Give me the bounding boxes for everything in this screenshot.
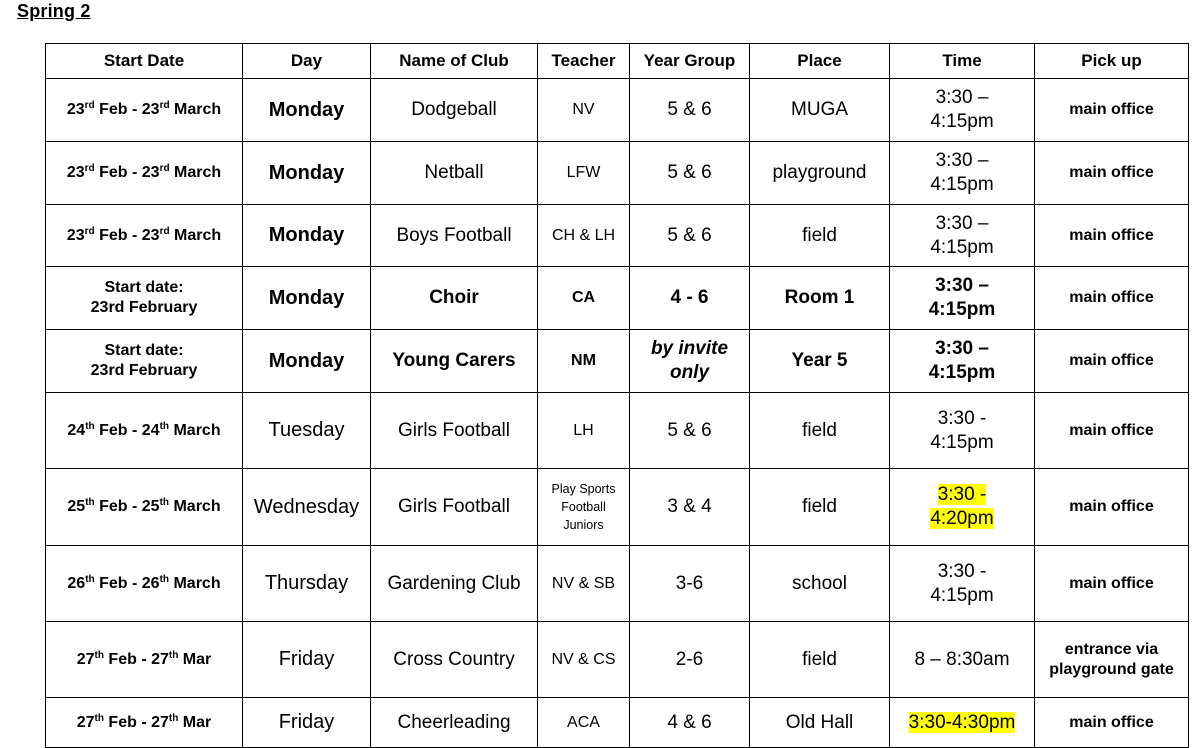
day-cell: Friday (243, 622, 371, 698)
teacher-cell: CH & LH (538, 205, 630, 267)
pickup-cell: main office (1035, 469, 1189, 546)
start-date-cell: Start date: 23rd February (46, 267, 243, 330)
pickup-cell: entrance via playground gate (1035, 622, 1189, 698)
pickup-cell: main office (1035, 698, 1189, 748)
place-cell: field (750, 205, 890, 267)
teacher-cell: NV & CS (538, 622, 630, 698)
time-highlight: 3:30 - (937, 484, 987, 506)
table-row (46, 393, 1189, 469)
table-row (46, 205, 1189, 267)
place-cell: Old Hall (750, 698, 890, 748)
time-cell (890, 469, 1035, 546)
club-name-cell: Choir (371, 267, 538, 330)
club-name-cell: Cross Country (371, 622, 538, 698)
table-row (46, 698, 1189, 748)
time-cell: 3:30 - 4:15pm (890, 393, 1035, 469)
club-name-cell: Gardening Club (371, 546, 538, 622)
start-date-cell: 26th Feb - 26th March (46, 546, 243, 622)
header-time: Time (890, 44, 1035, 79)
header-row (46, 44, 1189, 79)
clubs-table (45, 43, 1189, 748)
pickup-cell: main office (1035, 79, 1189, 142)
start-date-cell: 23rd Feb - 23rd March (46, 142, 243, 205)
day-cell: Thursday (243, 546, 371, 622)
table-row (46, 622, 1189, 698)
pickup-cell: main office (1035, 393, 1189, 469)
day-cell: Monday (243, 142, 371, 205)
header-teacher: Teacher (538, 44, 630, 79)
place-cell: field (750, 622, 890, 698)
time-cell: 3:30 – 4:15pm (890, 267, 1035, 330)
club-name-cell: Netball (371, 142, 538, 205)
time-cell: 3:30 – 4:15pm (890, 142, 1035, 205)
page-title: Spring 2 (17, 1, 91, 21)
start-date-cell: Start date: 23rd February (46, 330, 243, 393)
year-group-cell: 3-6 (630, 546, 750, 622)
day-cell: Wednesday (243, 469, 371, 546)
place-cell: Room 1 (750, 267, 890, 330)
time-cell: 3:30 – 4:15pm (890, 205, 1035, 267)
pickup-cell: main office (1035, 142, 1189, 205)
place-cell: MUGA (750, 79, 890, 142)
teacher-cell: NV (538, 79, 630, 142)
place-cell: field (750, 393, 890, 469)
place-cell: field (750, 469, 890, 546)
table-row (46, 330, 1189, 393)
start-date-cell: 23rd Feb - 23rd March (46, 205, 243, 267)
teacher-cell: NV & SB (538, 546, 630, 622)
header-pick-up: Pick up (1035, 44, 1189, 79)
year-group-cell: 5 & 6 (630, 205, 750, 267)
year-group-cell: 5 & 6 (630, 393, 750, 469)
teacher-cell: ACA (538, 698, 630, 748)
day-cell: Monday (243, 205, 371, 267)
year-group-cell: 4 - 6 (630, 267, 750, 330)
year-group-cell: 2-6 (630, 622, 750, 698)
start-date-cell: 23rd Feb - 23rd March (46, 79, 243, 142)
start-date-cell: 27th Feb - 27th Mar (46, 698, 243, 748)
start-date-cell: 25th Feb - 25th March (46, 469, 243, 546)
header-day: Day (243, 44, 371, 79)
year-group-cell: 5 & 6 (630, 79, 750, 142)
header-start-date: Start Date (46, 44, 243, 79)
year-group-cell: 3 & 4 (630, 469, 750, 546)
year-group-cell: by invite only (630, 330, 750, 393)
table-row (46, 79, 1189, 142)
pickup-cell: main office (1035, 267, 1189, 330)
pickup-cell: main office (1035, 205, 1189, 267)
day-cell: Tuesday (243, 393, 371, 469)
table-row (46, 142, 1189, 205)
time-cell (890, 698, 1035, 748)
start-date-cell: 24th Feb - 24th March (46, 393, 243, 469)
table-row (46, 546, 1189, 622)
club-name-cell: Girls Football (371, 393, 538, 469)
header-place: Place (750, 44, 890, 79)
time-cell: 3:30 - 4:15pm (890, 546, 1035, 622)
place-cell: playground (750, 142, 890, 205)
time-cell: 3:30 – 4:15pm (890, 330, 1035, 393)
time-cell: 8 – 8:30am (890, 622, 1035, 698)
start-date-cell: 27th Feb - 27th Mar (46, 622, 243, 698)
time-highlight: 3:30-4:30pm (908, 711, 1016, 733)
club-name-cell: Cheerleading (371, 698, 538, 748)
year-group-cell: 5 & 6 (630, 142, 750, 205)
teacher-cell: LFW (538, 142, 630, 205)
day-cell: Friday (243, 698, 371, 748)
time-highlight: 4:20pm (930, 508, 994, 529)
place-cell: Year 5 (750, 330, 890, 393)
club-name-cell: Dodgeball (371, 79, 538, 142)
club-name-cell: Girls Football (371, 469, 538, 546)
pickup-cell: main office (1035, 546, 1189, 622)
pickup-cell: main office (1035, 330, 1189, 393)
teacher-cell: CA (538, 267, 630, 330)
header-year-group: Year Group (630, 44, 750, 79)
club-name-cell: Young Carers (371, 330, 538, 393)
place-cell: school (750, 546, 890, 622)
teacher-cell: LH (538, 393, 630, 469)
teacher-cell: Play Sports Football Juniors (538, 469, 630, 546)
header-name-of-club: Name of Club (371, 44, 538, 79)
year-group-cell: 4 & 6 (630, 698, 750, 748)
teacher-cell: NM (538, 330, 630, 393)
day-cell: Monday (243, 330, 371, 393)
club-name-cell: Boys Football (371, 205, 538, 267)
table-row (46, 267, 1189, 330)
day-cell: Monday (243, 267, 371, 330)
time-cell: 3:30 – 4:15pm (890, 79, 1035, 142)
day-cell: Monday (243, 79, 371, 142)
table-row (46, 469, 1189, 546)
